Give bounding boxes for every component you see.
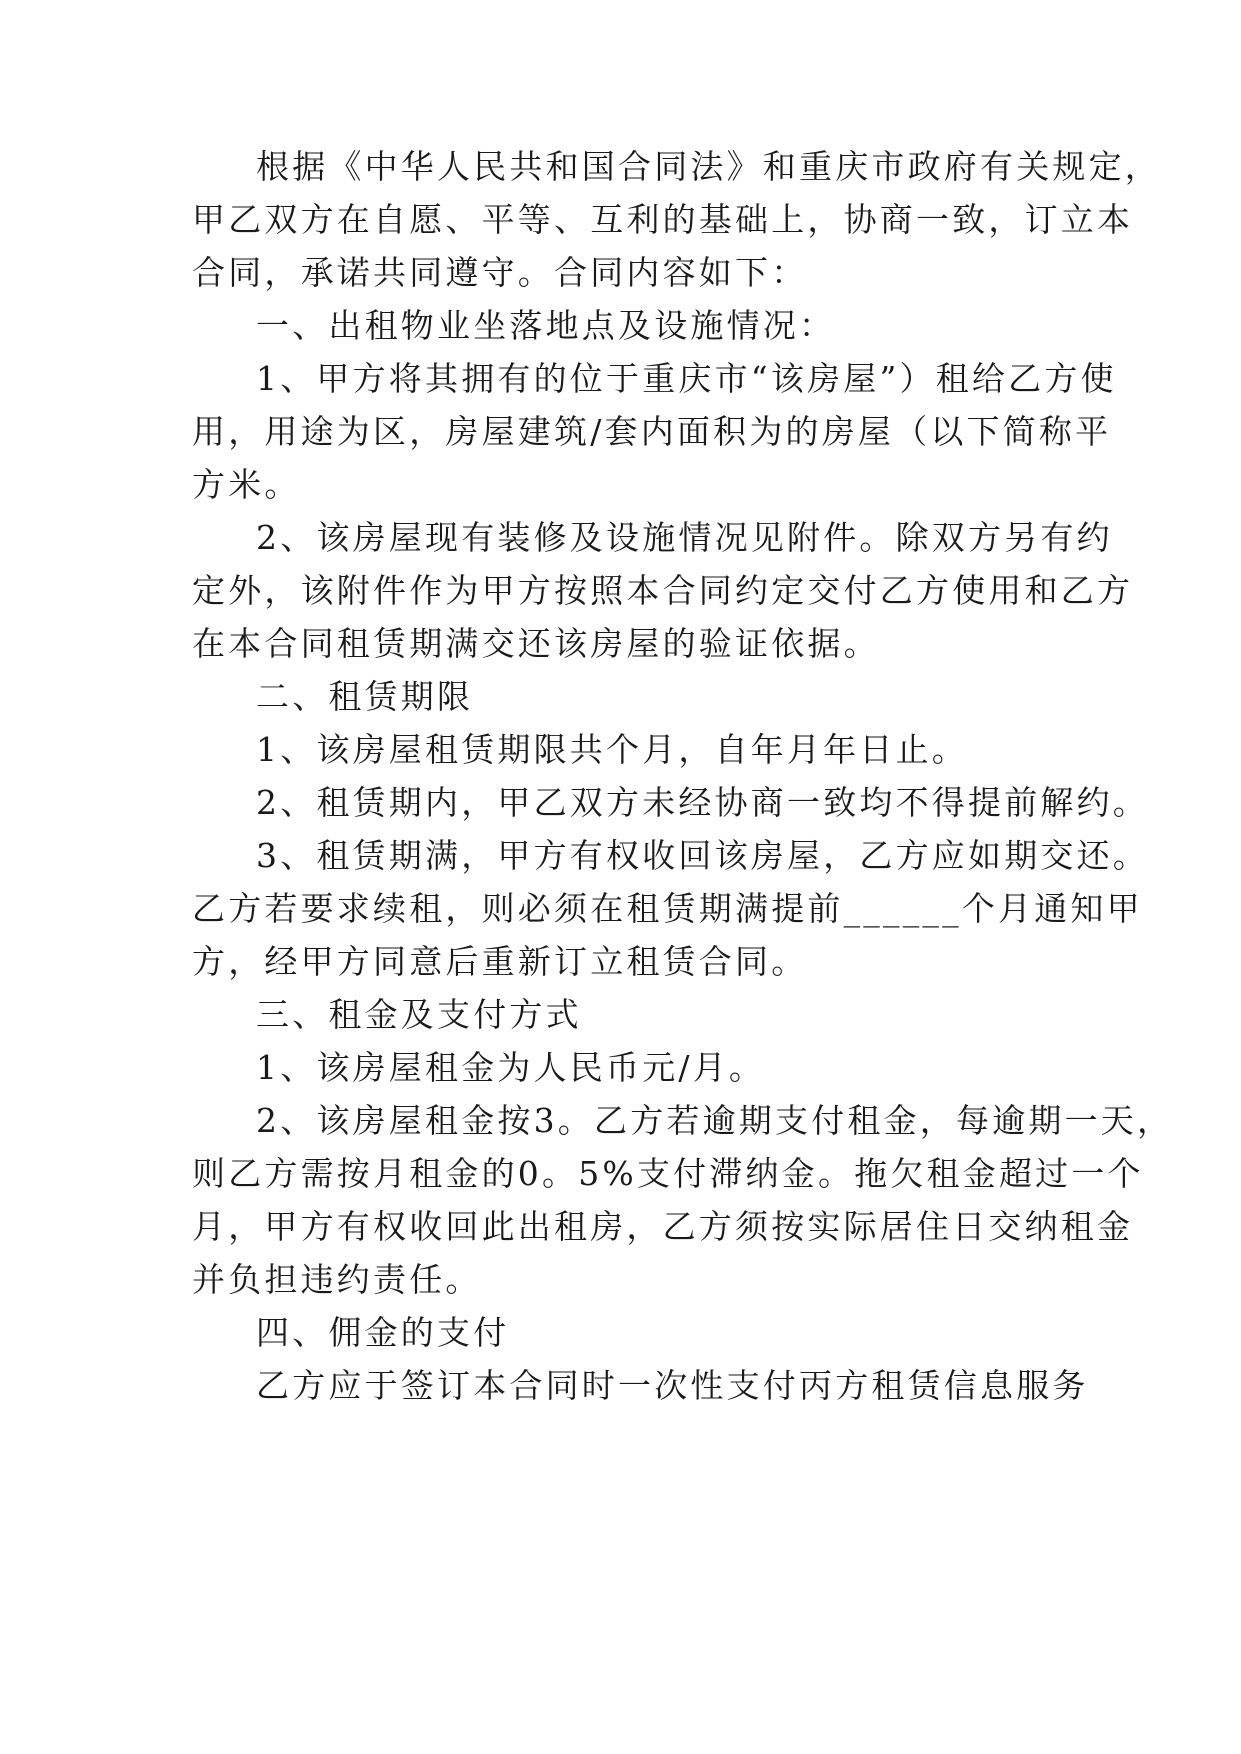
- paragraph-line: 1、该房屋租赁期限共个月，自年月年日止。: [256, 730, 968, 769]
- paragraph-line: 1、该房屋租金为人民币元/月。: [256, 1048, 766, 1087]
- paragraph-line: 2、租赁期内，甲乙双方未经协商一致均不得提前解约。: [256, 783, 1149, 822]
- section-heading: 一、出租物业坐落地点及设施情况：: [256, 306, 836, 345]
- paragraph-line: 乙方若要求续租，则必须在租赁期满提前______个月通知甲: [192, 889, 1143, 928]
- paragraph-line: 方，经甲方同意后重新订立租赁合同。: [192, 942, 808, 981]
- section-heading: 三、租金及支付方式: [256, 995, 582, 1034]
- paragraph-line: 在本合同租赁期满交还该房屋的验证依据。: [192, 624, 880, 663]
- paragraph-line: 2、该房屋租金按3。乙方若逾期支付租金，每逾期一天，: [256, 1101, 1174, 1140]
- paragraph-line: 2、该房屋现有装修及设施情况见附件。除双方另有约: [256, 518, 1113, 557]
- paragraph-line: 根据《中华人民共和国合同法》和重庆市政府有关规定，: [256, 147, 1161, 186]
- section-heading: 二、租赁期限: [256, 677, 474, 716]
- paragraph-line: 并负担违约责任。: [192, 1260, 482, 1299]
- paragraph-line: 1、甲方将其拥有的位于重庆市“该房屋”）租给乙方使: [256, 359, 1117, 398]
- paragraph-line: 定外，该附件作为甲方按照本合同约定交付乙方使用和乙方: [192, 571, 1134, 610]
- paragraph-line: 用，用途为区，房屋建筑/套内面积为的房屋（以下简称平: [192, 412, 1112, 451]
- paragraph-line: 合同，承诺共同遵守。合同内容如下：: [192, 253, 808, 292]
- section-heading: 四、佣金的支付: [256, 1313, 510, 1352]
- paragraph-line: 甲乙双方在自愿、平等、互利的基础上，协商一致，订立本: [192, 200, 1134, 239]
- paragraph-line: 月，甲方有权收回此出租房，乙方须按实际居住日交纳租金: [192, 1207, 1134, 1246]
- paragraph-line: 则乙方需按月租金的0。5%支付滞纳金。拖欠租金超过一个: [192, 1154, 1144, 1193]
- paragraph-line: 方米。: [192, 465, 301, 504]
- paragraph-line: 3、租赁期满，甲方有权收回该房屋，乙方应如期交还。: [256, 836, 1149, 875]
- paragraph-line: 乙方应于签订本合同时一次性支付丙方租赁信息服务: [256, 1366, 1089, 1405]
